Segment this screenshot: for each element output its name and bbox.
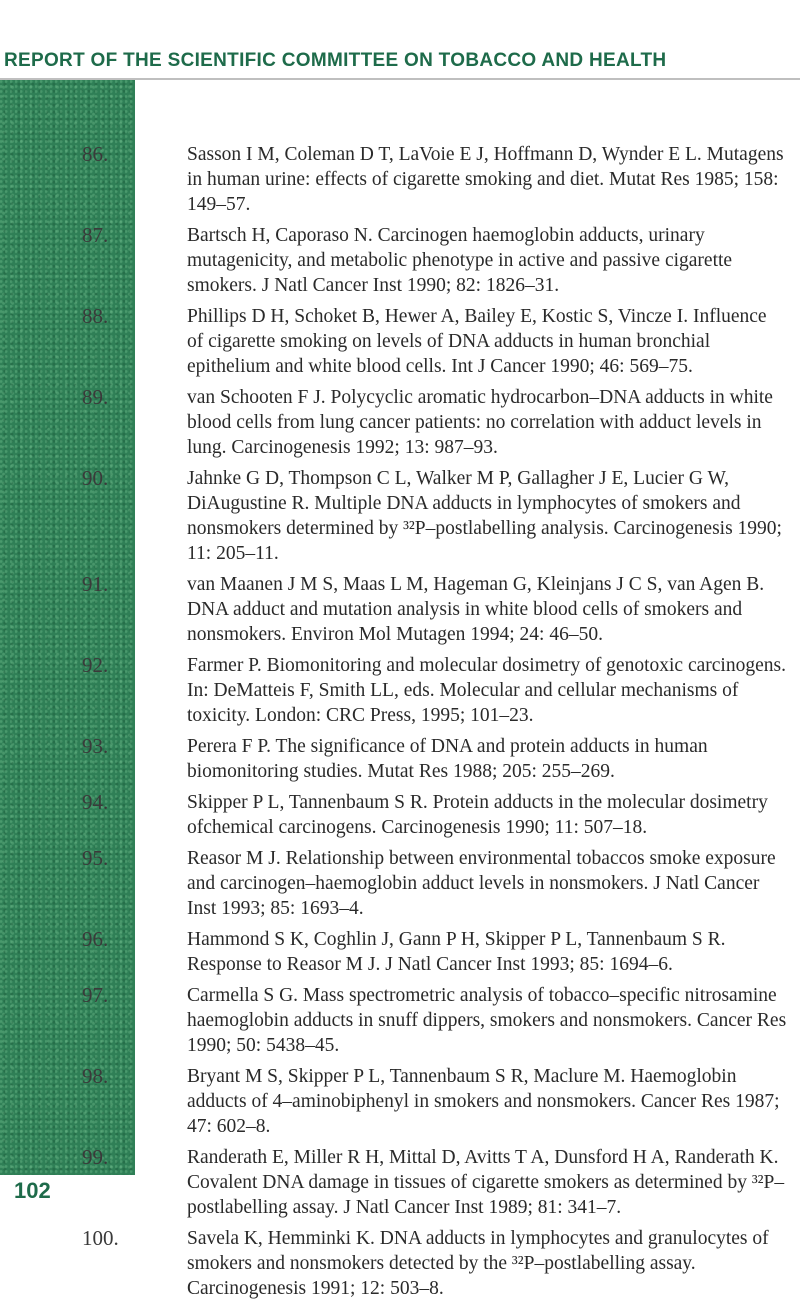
reference-number: 97. xyxy=(82,983,109,1007)
reference-text: Bartsch H, Caporaso N. Carcinogen haemoglobin adducts, urinary mutagenicity, and metabolic phenotype in active and passive cigarette smokers. J Natl Cancer Inst 1990; 82: 1826–31. xyxy=(187,225,733,296)
reference-text: Reasor M J. Relationship between environmental tobaccos smoke exposure and carcinogen–haemoglobin adduct levels in nonsmokers. J Natl Cancer Inst 1993; 85: 1693–4. xyxy=(187,848,776,919)
reference-text: van Maanen J M S, Maas L M, Hageman G, Kleinjans J C S, van Agen B. DNA adduct and mutation analysis in white blood cells of smokers and nonsmokers. Environ Mol Mutagen 1994; 24: 46–50. xyxy=(187,574,765,645)
reference-number: 99. xyxy=(82,1145,109,1169)
reference-number: 86. xyxy=(82,142,109,166)
reference-text: van Schooten F J. Polycyclic aromatic hydrocarbon–DNA adducts in white blood cells from lung cancer patients: no correlation with adduct levels in lung. Carcinogenesis 1992; 13: 987–93. xyxy=(187,387,773,458)
reference-number: 92. xyxy=(82,653,109,677)
reference-number: 91. xyxy=(82,572,109,596)
reference-number: 95. xyxy=(82,846,109,870)
reference-text: Bryant M S, Skipper P L, Tannenbaum S R, Maclure M. Haemoglobin adducts of 4–aminobiphenyl in smokers and nonsmokers. Cancer Res 1987; 47: 602–8. xyxy=(187,1066,780,1137)
reference-number: 93. xyxy=(82,734,109,758)
reference-text: Savela K, Hemminki K. DNA adducts in lymphocytes and granulocytes of smokers and nonsmokers detected by the ³²P–postlabelling assay. Carcinogenesis 1991; 12: 503–8. xyxy=(187,1228,769,1299)
page-number: 102 xyxy=(14,1178,51,1203)
reference-number: 96. xyxy=(82,927,109,951)
reference-number: 89. xyxy=(82,385,109,409)
reference-number: 88. xyxy=(82,304,109,328)
reference-text: Perera F P. The significance of DNA and protein adducts in human biomonitoring studies. Mutat Res 1988; 205: 255–269. xyxy=(187,736,708,782)
reference-number: 90. xyxy=(82,466,109,490)
reference-number: 100. xyxy=(82,1226,119,1250)
reference-number: 94. xyxy=(82,790,109,814)
reference-text: Sasson I M, Coleman D T, LaVoie E J, Hoffmann D, Wynder E L. Mutagens in human urine: effects of cigarette smoking and diet. Mutat Res 1985; 158: 149–57. xyxy=(187,144,784,215)
reference-text: Jahnke G D, Thompson C L, Walker M P, Gallagher J E, Lucier G W, DiAugustine R. Multiple DNA adducts in lymphocytes of smokers and nonsmokers determined by ³²P–postlabelling analysis. Carcinogenesis 1990; 11: 205–11. xyxy=(187,468,782,564)
reference-text: Hammond S K, Coghlin J, Gann P H, Skipper P L, Tannenbaum S R. Response to Reasor M J. J Natl Cancer Inst 1993; 85: 1694–6. xyxy=(187,929,726,975)
reference-number: 87. xyxy=(82,223,109,247)
reference-number: 98. xyxy=(82,1064,109,1088)
reference-text: Carmella S G. Mass spectrometric analysis of tobacco–specific nitrosamine haemoglobin adducts in snuff dippers, smokers and nonsmokers. Cancer Res 1990; 50: 5438–45. xyxy=(187,985,787,1056)
reference-text: Skipper P L, Tannenbaum S R. Protein adducts in the molecular dosimetry ofchemical carcinogens. Carcinogenesis 1990; 11: 507–18. xyxy=(187,792,768,838)
running-header: REPORT OF THE SCIENTIFIC COMMITTEE ON TOBACCO AND HEALTH xyxy=(0,0,800,80)
reference-text: Randerath E, Miller R H, Mittal D, Avitts T A, Dunsford H A, Randerath K. Covalent DNA damage in tissues of cigarette smokers as determined by ³²P–postlabelling assay. J Natl Cancer Inst 1989; 81: 341–7. xyxy=(187,1147,785,1218)
reference-text: Phillips D H, Schoket B, Hewer A, Bailey E, Kostic S, Vincze I. Influence of cigarette smoking on levels of DNA adducts in human bronchial epithelium and white blood cells. Int J Cancer 1990; 46: 569–75. xyxy=(187,306,767,377)
reference-text: Farmer P. Biomonitoring and molecular dosimetry of genotoxic carcinogens. In: DeMatteis F, Smith LL, eds. Molecular and cellular mechanisms of toxicity. London: CRC Press, 1995; 101–23. xyxy=(187,655,786,726)
